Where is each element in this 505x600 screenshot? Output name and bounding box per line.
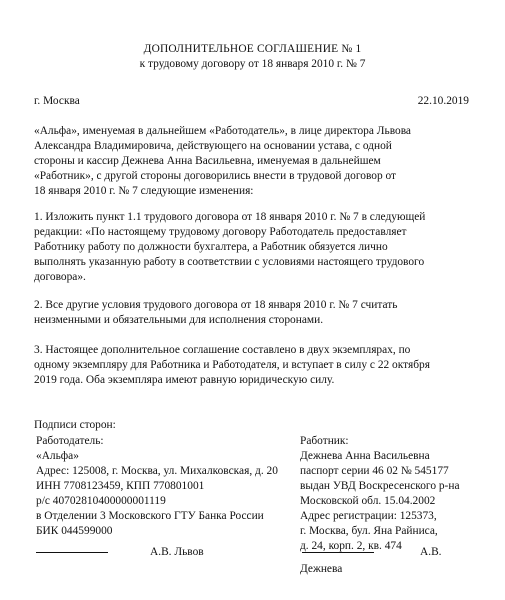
- employee-line: Работник:: [300, 435, 349, 447]
- employee-details: [300, 434, 500, 554]
- clause-1-line: выполнять указанную работу в соответствии с условиями настоящего трудового: [34, 256, 425, 268]
- intro-line: Александра Владимировича, действующего на основании устава, с одной: [34, 140, 392, 152]
- intro-line: «Работник», с другой стороны договорились внести в трудовой договор от: [34, 170, 397, 182]
- employer-line: БИК 044599000: [36, 525, 113, 537]
- clause-3: [34, 343, 474, 388]
- employee-line: д. 24, корп. 2, кв. 474: [300, 540, 402, 552]
- employer-details: [36, 434, 298, 539]
- intro-line: стороны и кассир Дежнева Анна Васильевна, именуемая в дальнейшем: [34, 155, 381, 167]
- employee-signature-line: [302, 552, 374, 553]
- employee-line: выдан УВД Воскресенского р-на: [300, 480, 460, 492]
- clause-1-line: редакции: «По настоящему трудовому договору Работодатель предоставляет: [34, 226, 407, 238]
- employer-line: в Отделении 3 Московского ГТУ Банка России: [36, 510, 264, 522]
- clause-2-line: неизменными и обязательными для исполнения сторонами.: [34, 314, 324, 326]
- intro-line: 18 января 2010 г. № 7 следующие изменения:: [34, 185, 254, 197]
- clause-1: [34, 210, 474, 285]
- intro-paragraph: [34, 124, 474, 199]
- clause-3-line: 2019 года. Оба экземпляра имеют равную юридическую силу.: [34, 374, 335, 386]
- intro-line: «Альфа», именуемая в дальнейшем «Работодатель», в лице директора Львова: [34, 125, 411, 137]
- clause-2-line: 2. Все другие условия трудового договора от 18 января 2010 г. № 7 считать: [34, 299, 398, 311]
- signatures-title: Подписи сторон:: [34, 419, 116, 431]
- employee-signer-initials: А.В.: [420, 546, 442, 558]
- employee-signer-surname: Дежнева: [300, 563, 343, 575]
- employee-line: г. Москва, бул. Яна Райниса,: [300, 525, 438, 537]
- employer-line: Работодатель:: [36, 435, 104, 447]
- document-date: 22.10.2019: [417, 95, 469, 107]
- employee-line: паспорт серии 46 02 № 545177: [300, 465, 449, 477]
- clause-2: [34, 298, 474, 328]
- employer-line: «Альфа»: [36, 450, 79, 462]
- clause-1-line: 1. Изложить пункт 1.1 трудового договора от 18 января 2010 г. № 7 в следующей: [34, 211, 426, 223]
- clause-3-line: одному экземпляру для Работника и Работодателя, и вступает в силу с 22 октября: [34, 359, 430, 371]
- employee-line: Дежнева Анна Васильевна: [300, 450, 430, 462]
- employer-line: Адрес: 125008, г. Москва, ул. Михалковская, д. 20: [36, 465, 278, 477]
- employee-line: Московской обл. 15.04.2002: [300, 495, 436, 507]
- employee-line: Адрес регистрации: 125373,: [300, 510, 437, 522]
- employer-line: р/с 40702810400000001119: [36, 495, 166, 507]
- clause-3-line: 3. Настоящее дополнительное соглашение составлено в двух экземплярах, по: [34, 344, 411, 356]
- clause-1-line: договора».: [34, 271, 86, 283]
- document-city: г. Москва: [34, 95, 80, 107]
- document-subtitle: к трудовому договору от 18 января 2010 г. № 7: [139, 58, 366, 70]
- employer-line: ИНН 7708123459, КПП 770801001: [36, 480, 205, 492]
- document-title: ДОПОЛНИТЕЛЬНОЕ СОГЛАШЕНИЕ № 1: [143, 43, 362, 55]
- employer-signer-name: А.В. Львов: [150, 546, 204, 558]
- employer-signature-line: [36, 552, 108, 553]
- clause-1-line: Работнику работу по должности бухгалтера, а Работник обязуется лично: [34, 241, 388, 253]
